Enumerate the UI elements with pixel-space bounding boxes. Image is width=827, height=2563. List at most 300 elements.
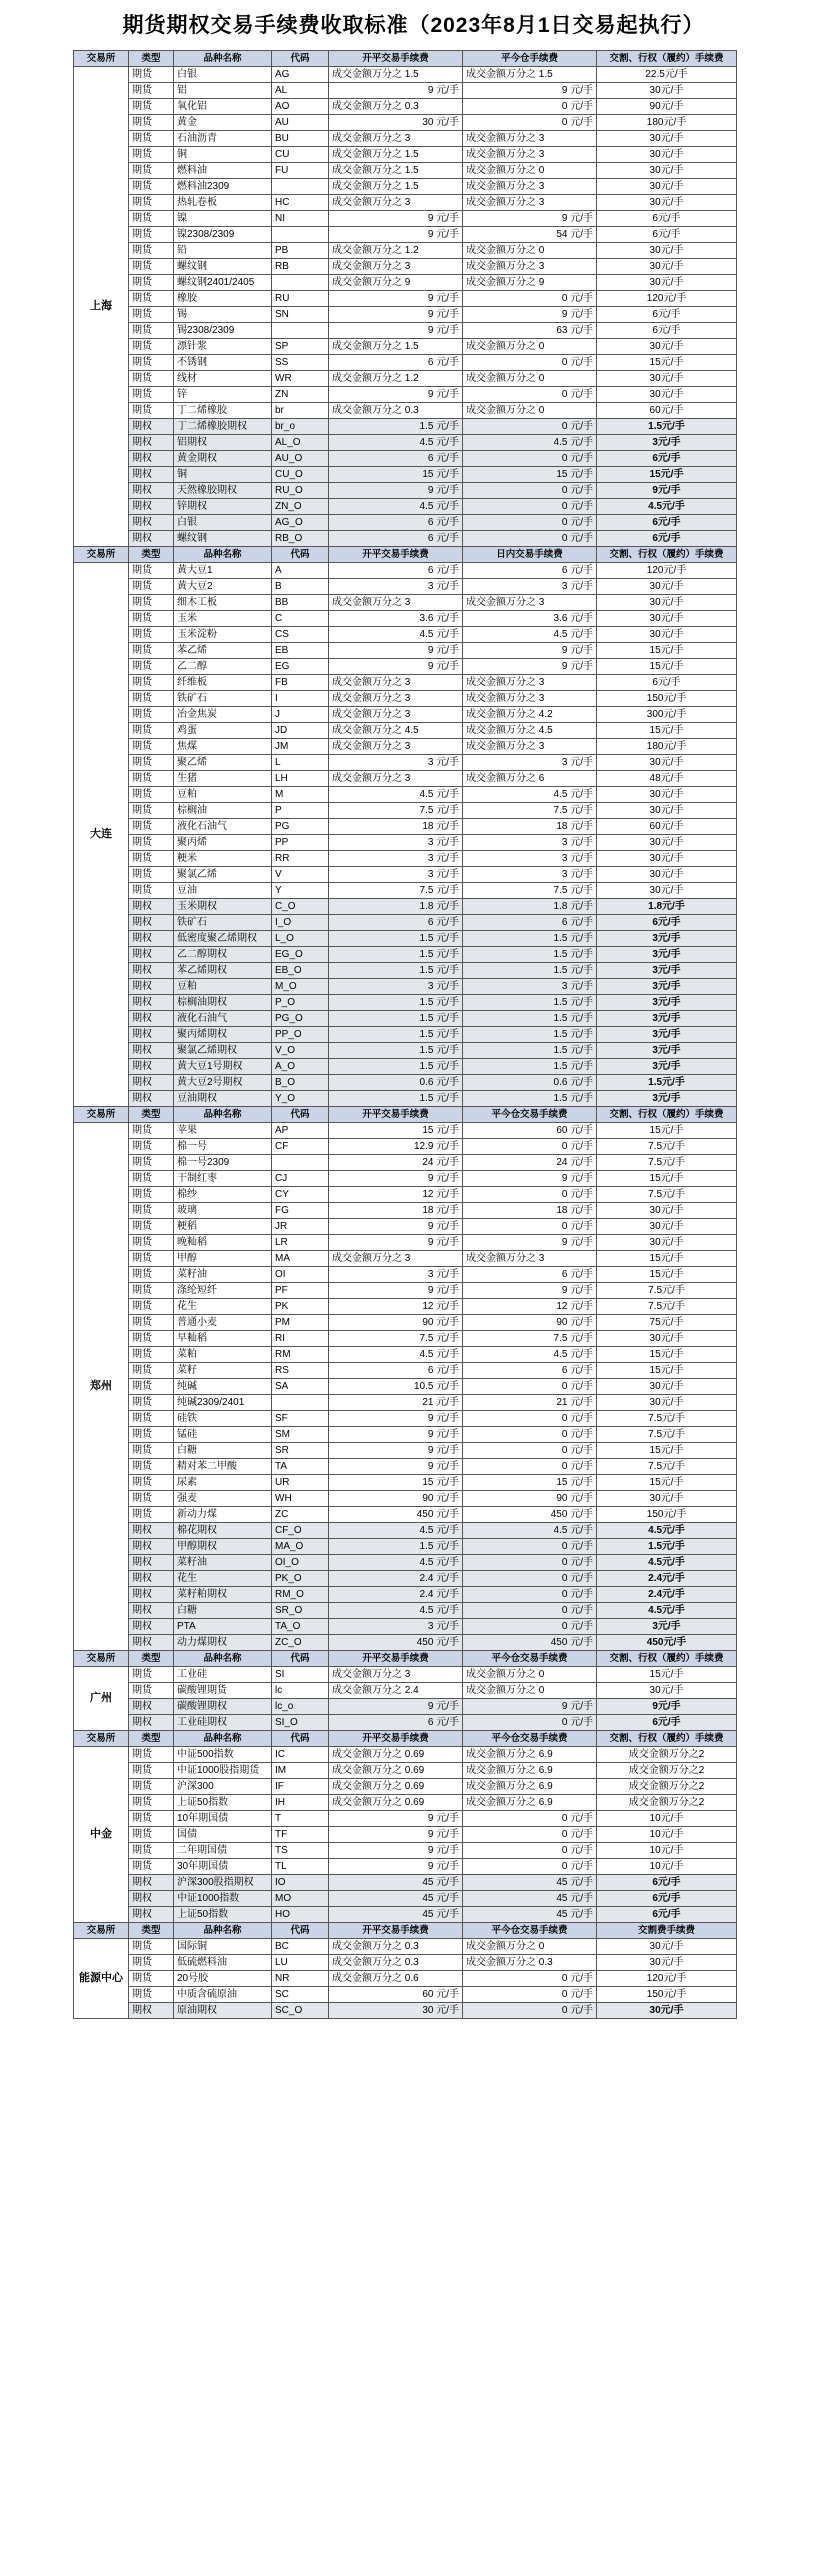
product-name-cell: 黄大豆2号期权 [174, 1075, 272, 1091]
product-name-cell: 纯碱 [174, 1379, 272, 1395]
column-header: 代码 [272, 547, 329, 563]
close-today-fee-cell: 7.5 元/手 [463, 803, 597, 819]
close-today-fee-cell: 0 元/手 [463, 1459, 597, 1475]
table-row [74, 1875, 737, 1891]
close-today-fee-cell: 60 元/手 [463, 1123, 597, 1139]
product-name-cell: 碳酸锂期权 [174, 1699, 272, 1715]
open-close-fee-cell: 9 元/手 [329, 1171, 463, 1187]
table-row [74, 1507, 737, 1523]
code-cell: PP [272, 835, 329, 851]
open-close-fee-cell: 4.5 元/手 [329, 1555, 463, 1571]
close-today-fee-cell: 450 元/手 [463, 1635, 597, 1651]
table-row [74, 1475, 737, 1491]
table-row [74, 179, 737, 195]
open-close-fee-cell: 成交金额万分之 3 [329, 739, 463, 755]
table-row [74, 1219, 737, 1235]
close-today-fee-cell: 0 元/手 [463, 1619, 597, 1635]
close-today-fee-cell: 成交金额万分之 0 [463, 403, 597, 419]
open-close-fee-cell: 30 元/手 [329, 115, 463, 131]
open-close-fee-cell: 1.5 元/手 [329, 1059, 463, 1075]
table-row [74, 1459, 737, 1475]
open-close-fee-cell: 9 元/手 [329, 1859, 463, 1875]
type-cell: 期货 [129, 595, 174, 611]
delivery-fee-cell: 450元/手 [597, 1635, 737, 1651]
delivery-fee-cell: 30元/手 [597, 1491, 737, 1507]
table-row [74, 1571, 737, 1587]
product-name-cell: 纯碱2309/2401 [174, 1395, 272, 1411]
code-cell: lc_o [272, 1699, 329, 1715]
code-cell: LR [272, 1235, 329, 1251]
open-close-fee-cell: 12 元/手 [329, 1187, 463, 1203]
close-today-fee-cell: 4.5 元/手 [463, 1347, 597, 1363]
code-cell: JD [272, 723, 329, 739]
table-row [74, 323, 737, 339]
close-today-fee-cell: 3 元/手 [463, 867, 597, 883]
table-row [74, 291, 737, 307]
table-row [74, 707, 737, 723]
delivery-fee-cell: 2.4元/手 [597, 1571, 737, 1587]
open-close-fee-cell: 3 元/手 [329, 851, 463, 867]
page-title: 期货期权交易手续费收取标准（2023年8月1日交易起执行） [122, 14, 705, 37]
code-cell: SA [272, 1379, 329, 1395]
close-today-fee-cell: 450 元/手 [463, 1507, 597, 1523]
table-row [74, 1331, 737, 1347]
column-header: 交割、行权（履约）手续费 [597, 547, 737, 563]
type-cell: 期货 [129, 1667, 174, 1683]
type-cell: 期货 [129, 723, 174, 739]
close-today-fee-cell: 18 元/手 [463, 1203, 597, 1219]
close-today-fee-cell: 成交金额万分之 3 [463, 131, 597, 147]
type-cell: 期权 [129, 963, 174, 979]
delivery-fee-cell: 30元/手 [597, 275, 737, 291]
open-close-fee-cell: 3 元/手 [329, 1267, 463, 1283]
product-name-cell: 干制红枣 [174, 1171, 272, 1187]
table-row [74, 819, 737, 835]
delivery-fee-cell: 30元/手 [597, 1395, 737, 1411]
code-cell: I_O [272, 915, 329, 931]
code-cell: PF [272, 1283, 329, 1299]
close-today-fee-cell: 9 元/手 [463, 659, 597, 675]
type-cell: 期货 [129, 1171, 174, 1187]
type-cell: 期货 [129, 659, 174, 675]
delivery-fee-cell: 3元/手 [597, 435, 737, 451]
delivery-fee-cell: 75元/手 [597, 1315, 737, 1331]
product-name-cell: 粳米 [174, 851, 272, 867]
close-today-fee-cell: 0 元/手 [463, 2003, 597, 2019]
table-row [74, 483, 737, 499]
table-row [74, 259, 737, 275]
table-row [74, 627, 737, 643]
table-row [74, 995, 737, 1011]
product-name-cell: 工业硅 [174, 1667, 272, 1683]
type-cell: 期权 [129, 467, 174, 483]
close-today-fee-cell: 0 元/手 [463, 1427, 597, 1443]
code-cell: RB [272, 259, 329, 275]
delivery-fee-cell: 30元/手 [597, 1955, 737, 1971]
close-today-fee-cell: 3.6 元/手 [463, 611, 597, 627]
table-row [74, 1699, 737, 1715]
product-name-cell: 菜籽 [174, 1363, 272, 1379]
delivery-fee-cell: 30元/手 [597, 147, 737, 163]
type-cell: 期权 [129, 1699, 174, 1715]
table-row [74, 307, 737, 323]
column-header: 平今仓交易手续费 [463, 1923, 597, 1939]
table-row [74, 691, 737, 707]
type-cell: 期货 [129, 1411, 174, 1427]
column-header: 平今仓交易手续费 [463, 1731, 597, 1747]
product-name-cell: 黄大豆2 [174, 579, 272, 595]
type-cell: 期货 [129, 259, 174, 275]
delivery-fee-cell: 7.5元/手 [597, 1187, 737, 1203]
open-close-fee-cell: 9 元/手 [329, 387, 463, 403]
close-today-fee-cell: 4.5 元/手 [463, 787, 597, 803]
open-close-fee-cell: 成交金额万分之 0.69 [329, 1779, 463, 1795]
column-header: 类型 [129, 547, 174, 563]
code-cell: SC [272, 1987, 329, 2003]
product-name-cell: 螺纹钢 [174, 259, 272, 275]
type-cell: 期权 [129, 1075, 174, 1091]
table-row [74, 659, 737, 675]
open-close-fee-cell: 成交金额万分之 1.2 [329, 243, 463, 259]
delivery-fee-cell: 4.5元/手 [597, 1603, 737, 1619]
close-today-fee-cell: 1.8 元/手 [463, 899, 597, 915]
close-today-fee-cell: 成交金额万分之 0 [463, 1667, 597, 1683]
code-cell: AP [272, 1123, 329, 1139]
delivery-fee-cell: 1.8元/手 [597, 899, 737, 915]
column-header: 日内交易手续费 [463, 547, 597, 563]
type-cell: 期货 [129, 1139, 174, 1155]
delivery-fee-cell: 180元/手 [597, 115, 737, 131]
delivery-fee-cell: 4.5元/手 [597, 1523, 737, 1539]
product-name-cell: 玻璃 [174, 1203, 272, 1219]
type-cell: 期货 [129, 803, 174, 819]
close-today-fee-cell: 0 元/手 [463, 291, 597, 307]
code-cell: HO [272, 1907, 329, 1923]
code-cell: RI [272, 1331, 329, 1347]
code-cell: L_O [272, 931, 329, 947]
product-name-cell: 铁矿石 [174, 691, 272, 707]
close-today-fee-cell: 成交金额万分之 3 [463, 595, 597, 611]
close-today-fee-cell: 成交金额万分之 3 [463, 691, 597, 707]
close-today-fee-cell: 7.5 元/手 [463, 883, 597, 899]
table-row [74, 1907, 737, 1923]
close-today-fee-cell: 0 元/手 [463, 1827, 597, 1843]
type-cell: 期权 [129, 1043, 174, 1059]
delivery-fee-cell: 4.5元/手 [597, 499, 737, 515]
open-close-fee-cell: 成交金额万分之 9 [329, 275, 463, 291]
open-close-fee-cell: 450 元/手 [329, 1635, 463, 1651]
product-name-cell: 白银 [174, 515, 272, 531]
delivery-fee-cell: 6元/手 [597, 323, 737, 339]
type-cell: 期权 [129, 1027, 174, 1043]
delivery-fee-cell: 成交金额万分之2 [597, 1747, 737, 1763]
code-cell: IO [272, 1875, 329, 1891]
type-cell: 期货 [129, 1347, 174, 1363]
product-name-cell: 燃料油 [174, 163, 272, 179]
type-cell: 期货 [129, 387, 174, 403]
open-close-fee-cell: 3 元/手 [329, 979, 463, 995]
type-cell: 期权 [129, 451, 174, 467]
product-name-cell: 甲醇期权 [174, 1539, 272, 1555]
delivery-fee-cell: 60元/手 [597, 819, 737, 835]
code-cell: ZN [272, 387, 329, 403]
table-row [74, 1891, 737, 1907]
product-name-cell: 聚丙烯 [174, 835, 272, 851]
type-cell: 期货 [129, 1843, 174, 1859]
code-cell: AL [272, 83, 329, 99]
open-close-fee-cell: 3 元/手 [329, 1619, 463, 1635]
type-cell: 期货 [129, 739, 174, 755]
code-cell: A [272, 563, 329, 579]
delivery-fee-cell: 15元/手 [597, 467, 737, 483]
delivery-fee-cell: 30元/手 [597, 755, 737, 771]
table-row [74, 1523, 737, 1539]
table-row [74, 771, 737, 787]
product-name-cell: 早籼稻 [174, 1331, 272, 1347]
close-today-fee-cell: 1.5 元/手 [463, 1043, 597, 1059]
close-today-fee-cell: 45 元/手 [463, 1907, 597, 1923]
product-name-cell: 锰硅 [174, 1427, 272, 1443]
type-cell: 期权 [129, 483, 174, 499]
code-cell: PG [272, 819, 329, 835]
delivery-fee-cell: 成交金额万分之2 [597, 1779, 737, 1795]
type-cell: 期货 [129, 1475, 174, 1491]
open-close-fee-cell: 成交金额万分之 1.5 [329, 163, 463, 179]
product-name-cell: 棉纱 [174, 1187, 272, 1203]
open-close-fee-cell: 60 元/手 [329, 1987, 463, 2003]
close-today-fee-cell: 0 元/手 [463, 1443, 597, 1459]
delivery-fee-cell: 15元/手 [597, 1347, 737, 1363]
code-cell: V [272, 867, 329, 883]
product-name-cell: 苯乙烯 [174, 643, 272, 659]
close-today-fee-cell: 0 元/手 [463, 387, 597, 403]
product-name-cell: 聚乙烯 [174, 755, 272, 771]
open-close-fee-cell: 12 元/手 [329, 1299, 463, 1315]
open-close-fee-cell: 4.5 元/手 [329, 787, 463, 803]
product-name-cell: 豆油 [174, 883, 272, 899]
type-cell: 期货 [129, 643, 174, 659]
close-today-fee-cell: 9 元/手 [463, 1235, 597, 1251]
close-today-fee-cell: 0 元/手 [463, 1219, 597, 1235]
product-name-cell: 国债 [174, 1827, 272, 1843]
code-cell: EG [272, 659, 329, 675]
type-cell: 期货 [129, 1459, 174, 1475]
code-cell: EB_O [272, 963, 329, 979]
code-cell: WR [272, 371, 329, 387]
open-close-fee-cell: 1.5 元/手 [329, 419, 463, 435]
delivery-fee-cell: 3元/手 [597, 1011, 737, 1027]
close-today-fee-cell: 0 元/手 [463, 1843, 597, 1859]
open-close-fee-cell: 9 元/手 [329, 1443, 463, 1459]
type-cell: 期权 [129, 419, 174, 435]
delivery-fee-cell: 30元/手 [597, 339, 737, 355]
product-name-cell: 动力煤期权 [174, 1635, 272, 1651]
code-cell: BU [272, 131, 329, 147]
code-cell: B_O [272, 1075, 329, 1091]
table-row [74, 195, 737, 211]
type-cell: 期货 [129, 195, 174, 211]
product-name-cell: 铜 [174, 147, 272, 163]
table-row [74, 355, 737, 371]
product-name-cell: 铅 [174, 243, 272, 259]
close-today-fee-cell: 1.5 元/手 [463, 1059, 597, 1075]
code-cell: V_O [272, 1043, 329, 1059]
column-header: 代码 [272, 1923, 329, 1939]
code-cell: OI [272, 1267, 329, 1283]
delivery-fee-cell: 22.5元/手 [597, 67, 737, 83]
product-name-cell: 镍 [174, 211, 272, 227]
type-cell: 期权 [129, 2003, 174, 2019]
type-cell: 期货 [129, 1219, 174, 1235]
product-name-cell: 苹果 [174, 1123, 272, 1139]
table-row [74, 1555, 737, 1571]
type-cell: 期货 [129, 579, 174, 595]
table-row [74, 1139, 737, 1155]
delivery-fee-cell: 15元/手 [597, 1475, 737, 1491]
open-close-fee-cell: 成交金额万分之 0.6 [329, 1971, 463, 1987]
product-name-cell: 黄大豆1 [174, 563, 272, 579]
delivery-fee-cell: 3元/手 [597, 1059, 737, 1075]
table-row [74, 1619, 737, 1635]
type-cell: 期货 [129, 1955, 174, 1971]
delivery-fee-cell: 3元/手 [597, 1027, 737, 1043]
type-cell: 期货 [129, 227, 174, 243]
table-row [74, 803, 737, 819]
delivery-fee-cell: 30元/手 [597, 1331, 737, 1347]
open-close-fee-cell: 6 元/手 [329, 1363, 463, 1379]
open-close-fee-cell: 9 元/手 [329, 1843, 463, 1859]
code-cell: SI_O [272, 1715, 329, 1731]
type-cell: 期货 [129, 1427, 174, 1443]
open-close-fee-cell: 9 元/手 [329, 211, 463, 227]
close-today-fee-cell: 0 元/手 [463, 451, 597, 467]
close-today-fee-cell: 1.5 元/手 [463, 995, 597, 1011]
type-cell: 期货 [129, 1315, 174, 1331]
product-name-cell: 白银 [174, 67, 272, 83]
close-today-fee-cell: 6 元/手 [463, 915, 597, 931]
delivery-fee-cell: 3元/手 [597, 1619, 737, 1635]
open-close-fee-cell: 成交金额万分之 0.3 [329, 1939, 463, 1955]
code-cell: EB [272, 643, 329, 659]
delivery-fee-cell: 120元/手 [597, 1971, 737, 1987]
exchange-name: 上海 [74, 67, 129, 547]
delivery-fee-cell: 30元/手 [597, 1683, 737, 1699]
table-row [74, 1427, 737, 1443]
column-header: 类型 [129, 1107, 174, 1123]
table-row [74, 1667, 737, 1683]
code-cell: TF [272, 1827, 329, 1843]
table-row [74, 1411, 737, 1427]
type-cell: 期货 [129, 339, 174, 355]
type-cell: 期货 [129, 787, 174, 803]
open-close-fee-cell: 21 元/手 [329, 1395, 463, 1411]
product-name-cell: 豆粕 [174, 787, 272, 803]
table-row [74, 915, 737, 931]
code-cell: EG_O [272, 947, 329, 963]
column-header: 开平交易手续费 [329, 1651, 463, 1667]
open-close-fee-cell: 7.5 元/手 [329, 883, 463, 899]
close-today-fee-cell: 7.5 元/手 [463, 1331, 597, 1347]
product-name-cell: 花生 [174, 1571, 272, 1587]
open-close-fee-cell: 15 元/手 [329, 1475, 463, 1491]
delivery-fee-cell: 30元/手 [597, 163, 737, 179]
type-cell: 期货 [129, 1987, 174, 2003]
delivery-fee-cell: 30元/手 [597, 1379, 737, 1395]
open-close-fee-cell: 成交金额万分之 0.69 [329, 1747, 463, 1763]
close-today-fee-cell: 3 元/手 [463, 851, 597, 867]
type-cell: 期货 [129, 179, 174, 195]
close-today-fee-cell: 45 元/手 [463, 1891, 597, 1907]
delivery-fee-cell: 30元/手 [597, 803, 737, 819]
column-header: 交易所 [74, 1651, 129, 1667]
product-name-cell: 粳稻 [174, 1219, 272, 1235]
code-cell: CF_O [272, 1523, 329, 1539]
table-row [74, 1363, 737, 1379]
code-cell: RS [272, 1363, 329, 1379]
close-today-fee-cell: 9 元/手 [463, 211, 597, 227]
product-name-cell: 聚氯乙烯期权 [174, 1043, 272, 1059]
table-row [74, 931, 737, 947]
code-cell: C [272, 611, 329, 627]
close-today-fee-cell: 90 元/手 [463, 1491, 597, 1507]
product-name-cell: 强麦 [174, 1491, 272, 1507]
close-today-fee-cell: 18 元/手 [463, 819, 597, 835]
product-name-cell: 30年期国债 [174, 1859, 272, 1875]
column-header: 代码 [272, 51, 329, 67]
type-cell: 期货 [129, 163, 174, 179]
type-cell: 期货 [129, 1363, 174, 1379]
code-cell: J [272, 707, 329, 723]
code-cell: SF [272, 1411, 329, 1427]
code-cell: SR [272, 1443, 329, 1459]
delivery-fee-cell: 15元/手 [597, 1123, 737, 1139]
column-header: 交易所 [74, 1731, 129, 1747]
code-cell: IF [272, 1779, 329, 1795]
table-row [74, 1203, 737, 1219]
table-row [74, 115, 737, 131]
column-header: 交割、行权（履约）手续费 [597, 51, 737, 67]
close-today-fee-cell: 0 元/手 [463, 515, 597, 531]
code-cell: Y_O [272, 1091, 329, 1107]
table-row [74, 1779, 737, 1795]
open-close-fee-cell: 成交金额万分之 1.2 [329, 371, 463, 387]
table-row [74, 67, 737, 83]
product-name-cell: 乙二醇期权 [174, 947, 272, 963]
type-cell: 期货 [129, 99, 174, 115]
table-row [74, 227, 737, 243]
open-close-fee-cell: 3 元/手 [329, 579, 463, 595]
delivery-fee-cell: 60元/手 [597, 403, 737, 419]
open-close-fee-cell: 9 元/手 [329, 483, 463, 499]
delivery-fee-cell: 15元/手 [597, 723, 737, 739]
code-cell: BB [272, 595, 329, 611]
product-name-cell: 玉米 [174, 611, 272, 627]
table-row [74, 1283, 737, 1299]
code-cell: B [272, 579, 329, 595]
open-close-fee-cell: 90 元/手 [329, 1315, 463, 1331]
product-name-cell: 菜籽粕期权 [174, 1587, 272, 1603]
type-cell: 期货 [129, 1827, 174, 1843]
product-name-cell: 苯乙烯期权 [174, 963, 272, 979]
close-today-fee-cell: 24 元/手 [463, 1155, 597, 1171]
code-cell: TA_O [272, 1619, 329, 1635]
open-close-fee-cell: 成交金额万分之 4.5 [329, 723, 463, 739]
close-today-fee-cell: 成交金额万分之 6.9 [463, 1763, 597, 1779]
code-cell: P [272, 803, 329, 819]
table-row [74, 1603, 737, 1619]
code-cell: CS [272, 627, 329, 643]
table-row [74, 1539, 737, 1555]
